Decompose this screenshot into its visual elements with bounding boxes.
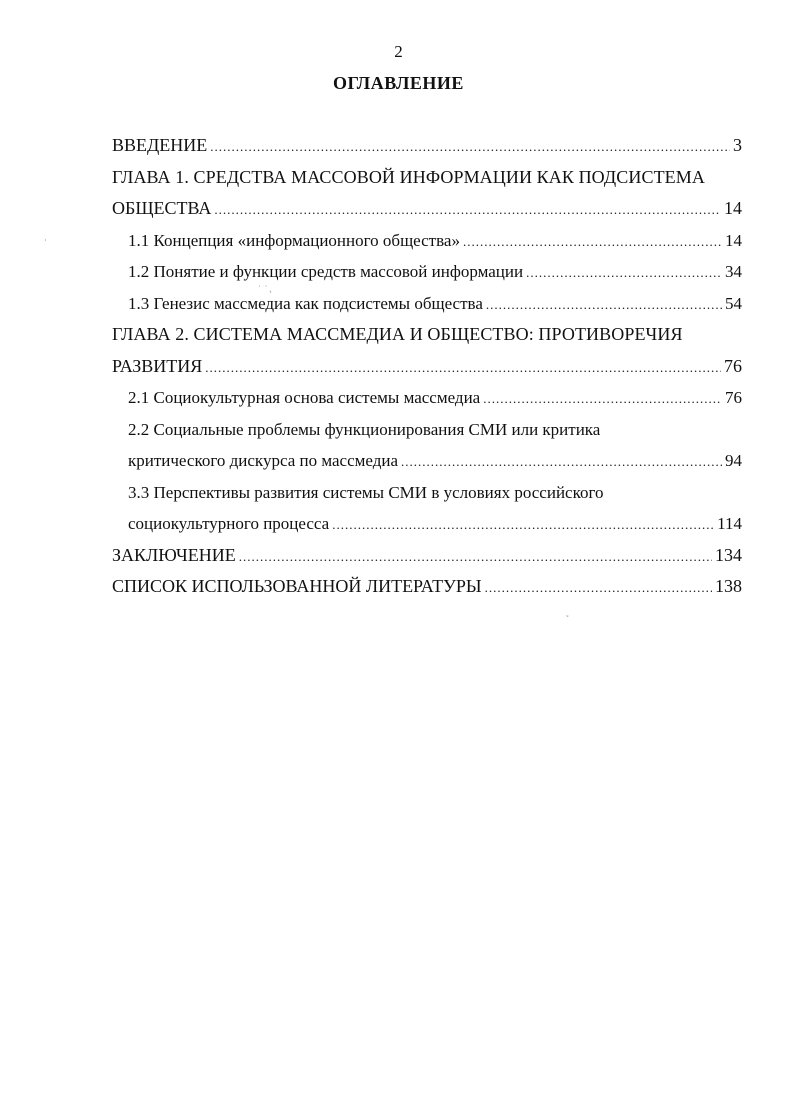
dot-leader xyxy=(239,541,712,573)
scan-speck: · xyxy=(44,236,47,245)
toc-entry-label: 1.3 Генезис массмедиа как подсистемы общества xyxy=(128,293,483,313)
toc-entry-1-3[interactable] xyxy=(112,288,742,320)
toc-page-number: 14 xyxy=(725,230,742,250)
dot-leader xyxy=(205,352,721,384)
toc-page-number: 34 xyxy=(725,262,742,281)
toc-entry-conclusion[interactable] xyxy=(112,540,742,572)
toc-page-number: 14 xyxy=(724,198,742,218)
table-of-contents xyxy=(112,130,742,603)
dot-leader xyxy=(485,572,712,604)
toc-entry-label: 1.1 Концепция «информационного общества» xyxy=(128,230,460,250)
toc-entry-2-1[interactable] xyxy=(112,382,742,414)
dot-leader xyxy=(332,509,714,541)
dot-leader xyxy=(526,257,722,289)
toc-entry-label: РАЗВИТИЯ xyxy=(112,355,203,376)
dot-leader xyxy=(210,131,730,163)
dot-leader xyxy=(463,226,722,258)
dot-leader xyxy=(401,446,722,478)
toc-entry-1-1[interactable] xyxy=(112,225,742,257)
page-title: ОГЛАВЛЕНИЕ xyxy=(333,73,464,93)
toc-entry-3-3[interactable] xyxy=(112,508,742,540)
toc-entry-chapter-2-line-1[interactable]: ГЛАВА 2. СИСТЕМА МАССМЕДИА И ОБЩЕСТВО: ПРОТИВОРЕЧИЯ xyxy=(112,324,683,344)
dot-leader xyxy=(214,194,721,226)
toc-entry-2-2[interactable] xyxy=(112,445,742,477)
toc-page-number: 76 xyxy=(724,355,742,376)
toc-entry-label: ОБЩЕСТВА xyxy=(112,198,212,218)
toc-entry-bibliography[interactable] xyxy=(112,571,742,603)
toc-entry-chapter-2[interactable] xyxy=(112,351,742,383)
toc-entry-3-3-line-1[interactable]: 3.3 Перспективы развития системы СМИ в условиях российского xyxy=(128,482,604,502)
toc-page-number: 3 xyxy=(733,135,742,155)
scan-speck: ˜ xyxy=(566,614,569,623)
dot-leader xyxy=(486,289,722,321)
toc-entry-label: СПИСОК ИСПОЛЬЗОВАННОЙ ЛИТЕРАТУРЫ xyxy=(112,576,482,596)
page-number: 2 xyxy=(394,42,403,61)
toc-entry-2-2-line-1[interactable]: 2.2 Социальные проблемы функционирования СМИ или критика xyxy=(128,419,601,439)
toc-entry-chapter-1-line-1[interactable]: ГЛАВА 1. СРЕДСТВА МАССОВОЙ ИНФОРМАЦИИ КАК ПОДСИСТЕМА xyxy=(112,166,705,187)
toc-entry-intro[interactable] xyxy=(112,130,742,162)
toc-page-number: 76 xyxy=(725,388,742,407)
toc-entry-1-2[interactable] xyxy=(112,256,742,288)
toc-page-number: 134 xyxy=(715,544,742,565)
dot-leader xyxy=(483,383,722,415)
toc-page-number: 54 xyxy=(725,293,742,313)
toc-page-number: 114 xyxy=(717,514,742,533)
toc-entry-chapter-1[interactable] xyxy=(112,193,742,225)
toc-page-number: 138 xyxy=(715,576,742,596)
toc-entry-label: критического дискурса по массмедиа xyxy=(128,451,398,470)
toc-entry-label: 1.2 Понятие и функции средств массовой информации xyxy=(128,262,524,281)
toc-page-number: 94 xyxy=(725,451,742,470)
toc-entry-label: ВВЕДЕНИЕ xyxy=(112,135,208,155)
scan-speck: ˙ ˙ ˛ xyxy=(258,284,272,293)
toc-entry-label: 2.1 Социокультурная основа системы массмедиа xyxy=(128,388,481,407)
toc-entry-label: ЗАКЛЮЧЕНИЕ xyxy=(112,544,236,565)
toc-entry-label: социокультурного процесса xyxy=(128,514,330,533)
